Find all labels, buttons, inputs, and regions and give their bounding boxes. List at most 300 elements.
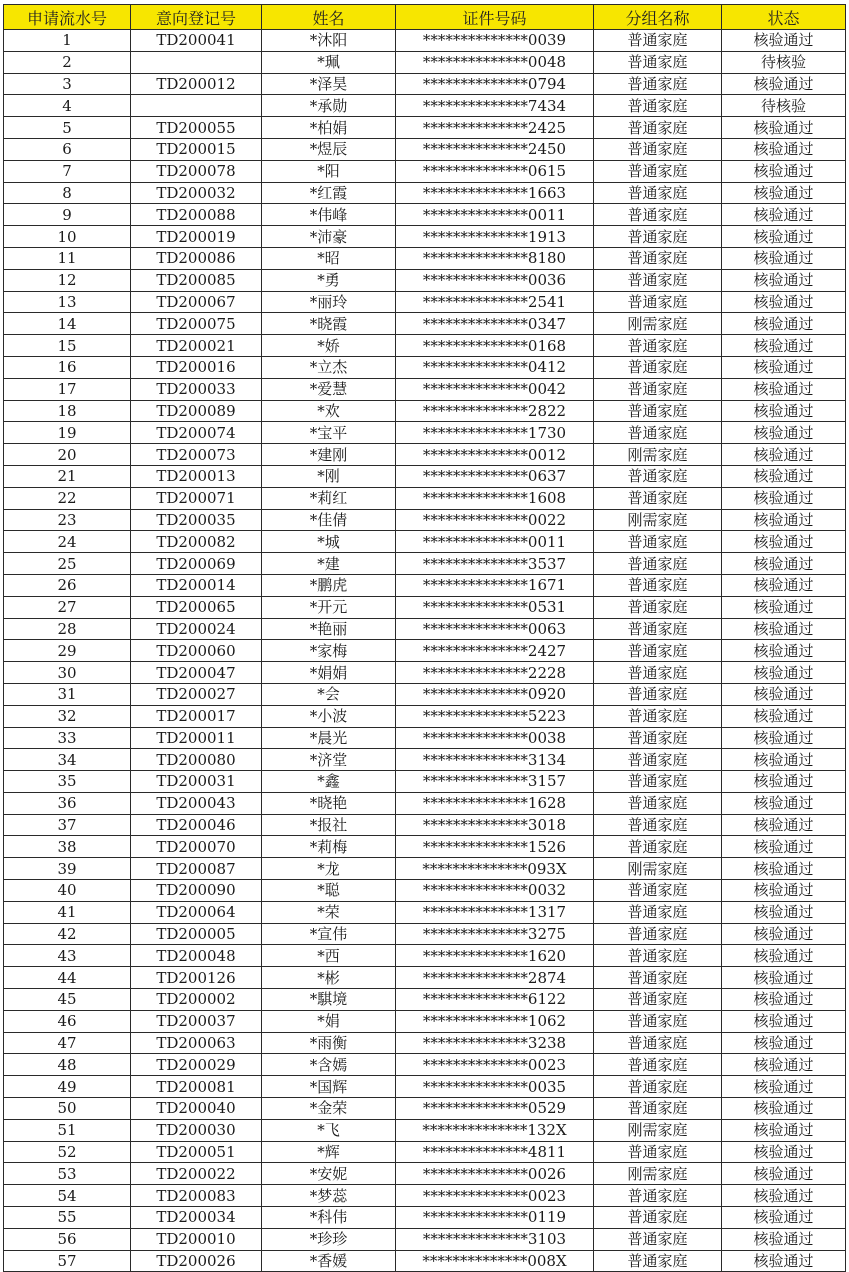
cell-serial-number: 55 bbox=[4, 1207, 131, 1229]
cell-status: 核验通过 bbox=[722, 400, 846, 422]
table-row bbox=[4, 269, 846, 291]
cell-serial-number: 2 bbox=[4, 51, 131, 73]
cell-group-name: 普通家庭 bbox=[594, 335, 722, 357]
table-row bbox=[4, 945, 846, 967]
cell-name: *立杰 bbox=[262, 356, 396, 378]
cell-group-name: 普通家庭 bbox=[594, 989, 722, 1011]
cell-intent-registration-number: TD200070 bbox=[131, 836, 262, 858]
cell-name: *梦蕊 bbox=[262, 1185, 396, 1207]
cell-id-number: **************2822 bbox=[396, 400, 594, 422]
cell-status: 核验通过 bbox=[722, 792, 846, 814]
cell-group-name: 普通家庭 bbox=[594, 771, 722, 793]
cell-status: 核验通过 bbox=[722, 1163, 846, 1185]
table-row bbox=[4, 1098, 846, 1120]
table-row bbox=[4, 182, 846, 204]
cell-group-name: 刚需家庭 bbox=[594, 1119, 722, 1141]
cell-id-number: **************0615 bbox=[396, 160, 594, 182]
header-group-name: 分组名称 bbox=[594, 5, 722, 30]
table-row bbox=[4, 117, 846, 139]
cell-group-name: 普通家庭 bbox=[594, 487, 722, 509]
cell-name: *科伟 bbox=[262, 1207, 396, 1229]
cell-id-number: **************3537 bbox=[396, 553, 594, 575]
cell-group-name: 普通家庭 bbox=[594, 1010, 722, 1032]
cell-group-name: 普通家庭 bbox=[594, 117, 722, 139]
cell-name: *昭 bbox=[262, 247, 396, 269]
cell-name: *勇 bbox=[262, 269, 396, 291]
cell-id-number: **************6122 bbox=[396, 989, 594, 1011]
cell-serial-number: 3 bbox=[4, 73, 131, 95]
cell-group-name: 普通家庭 bbox=[594, 749, 722, 771]
cell-id-number: **************0023 bbox=[396, 1185, 594, 1207]
table-row bbox=[4, 771, 846, 793]
cell-id-number: **************2425 bbox=[396, 117, 594, 139]
cell-group-name: 普通家庭 bbox=[594, 138, 722, 160]
cell-id-number: **************0011 bbox=[396, 204, 594, 226]
cell-intent-registration-number: TD200063 bbox=[131, 1032, 262, 1054]
cell-status: 核验通过 bbox=[722, 531, 846, 553]
cell-intent-registration-number: TD200012 bbox=[131, 73, 262, 95]
cell-id-number: **************0036 bbox=[396, 269, 594, 291]
cell-intent-registration-number: TD200019 bbox=[131, 226, 262, 248]
cell-status: 核验通过 bbox=[722, 313, 846, 335]
cell-id-number: **************0794 bbox=[396, 73, 594, 95]
table-row bbox=[4, 51, 846, 73]
cell-intent-registration-number: TD200081 bbox=[131, 1076, 262, 1098]
cell-name: *莉红 bbox=[262, 487, 396, 509]
cell-group-name: 普通家庭 bbox=[594, 269, 722, 291]
cell-id-number: **************0032 bbox=[396, 880, 594, 902]
cell-id-number: **************0529 bbox=[396, 1098, 594, 1120]
cell-intent-registration-number: TD200060 bbox=[131, 640, 262, 662]
cell-status: 核验通过 bbox=[722, 138, 846, 160]
cell-id-number: **************1620 bbox=[396, 945, 594, 967]
cell-group-name: 普通家庭 bbox=[594, 226, 722, 248]
cell-name: *彬 bbox=[262, 967, 396, 989]
cell-name: *伟峰 bbox=[262, 204, 396, 226]
cell-id-number: **************0035 bbox=[396, 1076, 594, 1098]
cell-status: 核验通过 bbox=[722, 1141, 846, 1163]
cell-serial-number: 53 bbox=[4, 1163, 131, 1185]
cell-serial-number: 48 bbox=[4, 1054, 131, 1076]
cell-group-name: 普通家庭 bbox=[594, 727, 722, 749]
cell-intent-registration-number: TD200048 bbox=[131, 945, 262, 967]
cell-name: *沐阳 bbox=[262, 30, 396, 52]
cell-serial-number: 22 bbox=[4, 487, 131, 509]
header-intent-registration-number: 意向登记号 bbox=[131, 5, 262, 30]
table-row bbox=[4, 1032, 846, 1054]
cell-serial-number: 43 bbox=[4, 945, 131, 967]
cell-group-name: 普通家庭 bbox=[594, 901, 722, 923]
table-row bbox=[4, 880, 846, 902]
cell-id-number: **************7434 bbox=[396, 95, 594, 117]
table-row bbox=[4, 313, 846, 335]
cell-group-name: 普通家庭 bbox=[594, 356, 722, 378]
cell-serial-number: 15 bbox=[4, 335, 131, 357]
cell-name: *沛豪 bbox=[262, 226, 396, 248]
cell-group-name: 普通家庭 bbox=[594, 1076, 722, 1098]
cell-name: *宣伟 bbox=[262, 923, 396, 945]
cell-serial-number: 45 bbox=[4, 989, 131, 1011]
table-row bbox=[4, 574, 846, 596]
cell-serial-number: 50 bbox=[4, 1098, 131, 1120]
cell-group-name: 普通家庭 bbox=[594, 204, 722, 226]
cell-id-number: **************1671 bbox=[396, 574, 594, 596]
cell-serial-number: 18 bbox=[4, 400, 131, 422]
table-row bbox=[4, 95, 846, 117]
spreadsheet bbox=[3, 4, 846, 1272]
header-row bbox=[4, 5, 846, 30]
cell-id-number: **************0119 bbox=[396, 1207, 594, 1229]
cell-id-number: **************2541 bbox=[396, 291, 594, 313]
cell-group-name: 普通家庭 bbox=[594, 378, 722, 400]
cell-status: 核验通过 bbox=[722, 291, 846, 313]
cell-serial-number: 35 bbox=[4, 771, 131, 793]
table-row bbox=[4, 73, 846, 95]
table-row bbox=[4, 792, 846, 814]
cell-serial-number: 38 bbox=[4, 836, 131, 858]
table-row bbox=[4, 683, 846, 705]
cell-name: *宝平 bbox=[262, 422, 396, 444]
cell-name: *国辉 bbox=[262, 1076, 396, 1098]
cell-name: *晨光 bbox=[262, 727, 396, 749]
cell-intent-registration-number: TD200085 bbox=[131, 269, 262, 291]
table-row bbox=[4, 596, 846, 618]
cell-name: *金荣 bbox=[262, 1098, 396, 1120]
cell-name: *阳 bbox=[262, 160, 396, 182]
cell-serial-number: 40 bbox=[4, 880, 131, 902]
cell-status: 核验通过 bbox=[722, 335, 846, 357]
cell-intent-registration-number: TD200043 bbox=[131, 792, 262, 814]
cell-status: 核验通过 bbox=[722, 880, 846, 902]
table-row bbox=[4, 356, 846, 378]
table-row bbox=[4, 291, 846, 313]
cell-id-number: **************0063 bbox=[396, 618, 594, 640]
cell-group-name: 普通家庭 bbox=[594, 662, 722, 684]
cell-id-number: **************0038 bbox=[396, 727, 594, 749]
cell-intent-registration-number: TD200029 bbox=[131, 1054, 262, 1076]
cell-group-name: 普通家庭 bbox=[594, 160, 722, 182]
table-row bbox=[4, 1163, 846, 1185]
cell-serial-number: 32 bbox=[4, 705, 131, 727]
cell-status: 核验通过 bbox=[722, 945, 846, 967]
table-row bbox=[4, 400, 846, 422]
cell-group-name: 普通家庭 bbox=[594, 1098, 722, 1120]
cell-name: *香媛 bbox=[262, 1250, 396, 1272]
table-row bbox=[4, 1010, 846, 1032]
cell-intent-registration-number: TD200010 bbox=[131, 1228, 262, 1250]
cell-group-name: 普通家庭 bbox=[594, 1141, 722, 1163]
cell-intent-registration-number: TD200002 bbox=[131, 989, 262, 1011]
cell-serial-number: 20 bbox=[4, 444, 131, 466]
table-row bbox=[4, 727, 846, 749]
cell-name: *刚 bbox=[262, 465, 396, 487]
cell-serial-number: 26 bbox=[4, 574, 131, 596]
cell-group-name: 刚需家庭 bbox=[594, 313, 722, 335]
cell-intent-registration-number: TD200016 bbox=[131, 356, 262, 378]
cell-status: 核验通过 bbox=[722, 509, 846, 531]
cell-group-name: 普通家庭 bbox=[594, 531, 722, 553]
cell-serial-number: 17 bbox=[4, 378, 131, 400]
cell-group-name: 普通家庭 bbox=[594, 1207, 722, 1229]
cell-id-number: **************1730 bbox=[396, 422, 594, 444]
cell-id-number: **************093X bbox=[396, 858, 594, 880]
table-row bbox=[4, 705, 846, 727]
cell-group-name: 普通家庭 bbox=[594, 1228, 722, 1250]
cell-status: 待核验 bbox=[722, 51, 846, 73]
cell-serial-number: 7 bbox=[4, 160, 131, 182]
cell-status: 核验通过 bbox=[722, 160, 846, 182]
cell-id-number: **************0026 bbox=[396, 1163, 594, 1185]
header-status: 状态 bbox=[722, 5, 846, 30]
cell-name: *飞 bbox=[262, 1119, 396, 1141]
cell-name: *西 bbox=[262, 945, 396, 967]
cell-name: *承勋 bbox=[262, 95, 396, 117]
cell-id-number: **************0347 bbox=[396, 313, 594, 335]
cell-status: 核验通过 bbox=[722, 923, 846, 945]
cell-status: 核验通过 bbox=[722, 814, 846, 836]
cell-intent-registration-number: TD200064 bbox=[131, 901, 262, 923]
cell-name: *报社 bbox=[262, 814, 396, 836]
cell-name: *鹏虎 bbox=[262, 574, 396, 596]
cell-name: *含嫣 bbox=[262, 1054, 396, 1076]
cell-name: *开元 bbox=[262, 596, 396, 618]
cell-id-number: **************1628 bbox=[396, 792, 594, 814]
cell-serial-number: 25 bbox=[4, 553, 131, 575]
cell-id-number: **************1663 bbox=[396, 182, 594, 204]
cell-intent-registration-number: TD200030 bbox=[131, 1119, 262, 1141]
cell-group-name: 普通家庭 bbox=[594, 923, 722, 945]
cell-id-number: **************0637 bbox=[396, 465, 594, 487]
cell-intent-registration-number: TD200032 bbox=[131, 182, 262, 204]
table-row bbox=[4, 553, 846, 575]
cell-name: *晓艳 bbox=[262, 792, 396, 814]
cell-status: 核验通过 bbox=[722, 683, 846, 705]
table-row bbox=[4, 989, 846, 1011]
cell-name: *家梅 bbox=[262, 640, 396, 662]
cell-name: *龙 bbox=[262, 858, 396, 880]
cell-serial-number: 1 bbox=[4, 30, 131, 52]
table-row bbox=[4, 487, 846, 509]
cell-group-name: 普通家庭 bbox=[594, 291, 722, 313]
table-row bbox=[4, 204, 846, 226]
cell-intent-registration-number: TD200013 bbox=[131, 465, 262, 487]
table-row bbox=[4, 814, 846, 836]
cell-intent-registration-number: TD200047 bbox=[131, 662, 262, 684]
cell-serial-number: 8 bbox=[4, 182, 131, 204]
cell-name: *騏境 bbox=[262, 989, 396, 1011]
cell-name: *建刚 bbox=[262, 444, 396, 466]
cell-id-number: **************4811 bbox=[396, 1141, 594, 1163]
table-row bbox=[4, 967, 846, 989]
cell-status: 核验通过 bbox=[722, 662, 846, 684]
cell-status: 待核验 bbox=[722, 95, 846, 117]
cell-status: 核验通过 bbox=[722, 640, 846, 662]
cell-serial-number: 16 bbox=[4, 356, 131, 378]
cell-serial-number: 34 bbox=[4, 749, 131, 771]
cell-serial-number: 12 bbox=[4, 269, 131, 291]
cell-group-name: 普通家庭 bbox=[594, 1054, 722, 1076]
cell-status: 核验通过 bbox=[722, 596, 846, 618]
cell-intent-registration-number: TD200071 bbox=[131, 487, 262, 509]
cell-intent-registration-number: TD200074 bbox=[131, 422, 262, 444]
cell-serial-number: 52 bbox=[4, 1141, 131, 1163]
cell-intent-registration-number: TD200069 bbox=[131, 553, 262, 575]
cell-serial-number: 5 bbox=[4, 117, 131, 139]
cell-group-name: 普通家庭 bbox=[594, 574, 722, 596]
cell-intent-registration-number: TD200065 bbox=[131, 596, 262, 618]
table-row bbox=[4, 901, 846, 923]
cell-group-name: 普通家庭 bbox=[594, 836, 722, 858]
cell-intent-registration-number: TD200026 bbox=[131, 1250, 262, 1272]
header-name: 姓名 bbox=[262, 5, 396, 30]
cell-serial-number: 9 bbox=[4, 204, 131, 226]
cell-intent-registration-number bbox=[131, 51, 262, 73]
cell-group-name: 普通家庭 bbox=[594, 596, 722, 618]
cell-intent-registration-number: TD200037 bbox=[131, 1010, 262, 1032]
table-row bbox=[4, 1054, 846, 1076]
cell-status: 核验通过 bbox=[722, 1119, 846, 1141]
table-row bbox=[4, 662, 846, 684]
cell-intent-registration-number: TD200073 bbox=[131, 444, 262, 466]
cell-status: 核验通过 bbox=[722, 269, 846, 291]
header-serial-number: 申请流水号 bbox=[4, 5, 131, 30]
cell-intent-registration-number: TD200075 bbox=[131, 313, 262, 335]
cell-group-name: 普通家庭 bbox=[594, 814, 722, 836]
cell-serial-number: 14 bbox=[4, 313, 131, 335]
cell-intent-registration-number: TD200027 bbox=[131, 683, 262, 705]
cell-group-name: 普通家庭 bbox=[594, 618, 722, 640]
cell-intent-registration-number: TD200033 bbox=[131, 378, 262, 400]
cell-group-name: 刚需家庭 bbox=[594, 509, 722, 531]
cell-name: *煜辰 bbox=[262, 138, 396, 160]
cell-status: 核验通过 bbox=[722, 771, 846, 793]
cell-id-number: **************0920 bbox=[396, 683, 594, 705]
cell-id-number: **************008X bbox=[396, 1250, 594, 1272]
cell-serial-number: 44 bbox=[4, 967, 131, 989]
cell-serial-number: 29 bbox=[4, 640, 131, 662]
cell-status: 核验通过 bbox=[722, 1010, 846, 1032]
cell-name: *雨衡 bbox=[262, 1032, 396, 1054]
cell-serial-number: 51 bbox=[4, 1119, 131, 1141]
cell-group-name: 普通家庭 bbox=[594, 51, 722, 73]
cell-status: 核验通过 bbox=[722, 117, 846, 139]
cell-status: 核验通过 bbox=[722, 422, 846, 444]
table-row bbox=[4, 465, 846, 487]
cell-serial-number: 11 bbox=[4, 247, 131, 269]
cell-group-name: 普通家庭 bbox=[594, 422, 722, 444]
cell-intent-registration-number: TD200083 bbox=[131, 1185, 262, 1207]
table-row bbox=[4, 618, 846, 640]
cell-group-name: 普通家庭 bbox=[594, 945, 722, 967]
cell-id-number: **************0048 bbox=[396, 51, 594, 73]
cell-intent-registration-number: TD200035 bbox=[131, 509, 262, 531]
table-row bbox=[4, 1250, 846, 1272]
cell-status: 核验通过 bbox=[722, 247, 846, 269]
cell-group-name: 普通家庭 bbox=[594, 967, 722, 989]
table-row bbox=[4, 923, 846, 945]
table-row bbox=[4, 1185, 846, 1207]
cell-status: 核验通过 bbox=[722, 574, 846, 596]
cell-serial-number: 36 bbox=[4, 792, 131, 814]
cell-id-number: **************1062 bbox=[396, 1010, 594, 1032]
cell-status: 核验通过 bbox=[722, 444, 846, 466]
table-row bbox=[4, 1076, 846, 1098]
cell-intent-registration-number bbox=[131, 95, 262, 117]
table-row bbox=[4, 335, 846, 357]
cell-group-name: 普通家庭 bbox=[594, 792, 722, 814]
cell-status: 核验通过 bbox=[722, 1185, 846, 1207]
table-row bbox=[4, 247, 846, 269]
cell-status: 核验通过 bbox=[722, 705, 846, 727]
cell-intent-registration-number: TD200089 bbox=[131, 400, 262, 422]
table-row bbox=[4, 531, 846, 553]
cell-name: *会 bbox=[262, 683, 396, 705]
cell-status: 核验通过 bbox=[722, 226, 846, 248]
cell-status: 核验通过 bbox=[722, 487, 846, 509]
cell-intent-registration-number: TD200017 bbox=[131, 705, 262, 727]
cell-name: *艳丽 bbox=[262, 618, 396, 640]
cell-group-name: 普通家庭 bbox=[594, 73, 722, 95]
cell-serial-number: 28 bbox=[4, 618, 131, 640]
cell-intent-registration-number: TD200087 bbox=[131, 858, 262, 880]
table-row bbox=[4, 1228, 846, 1250]
cell-serial-number: 41 bbox=[4, 901, 131, 923]
cell-group-name: 刚需家庭 bbox=[594, 444, 722, 466]
cell-group-name: 刚需家庭 bbox=[594, 858, 722, 880]
cell-serial-number: 49 bbox=[4, 1076, 131, 1098]
cell-serial-number: 13 bbox=[4, 291, 131, 313]
cell-name: *珍珍 bbox=[262, 1228, 396, 1250]
cell-intent-registration-number: TD200024 bbox=[131, 618, 262, 640]
cell-id-number: **************2874 bbox=[396, 967, 594, 989]
cell-id-number: **************2427 bbox=[396, 640, 594, 662]
table-row bbox=[4, 444, 846, 466]
table-body bbox=[4, 30, 846, 1272]
cell-intent-registration-number: TD200014 bbox=[131, 574, 262, 596]
cell-intent-registration-number: TD200022 bbox=[131, 1163, 262, 1185]
table-row bbox=[4, 138, 846, 160]
cell-intent-registration-number: TD200078 bbox=[131, 160, 262, 182]
table-row bbox=[4, 226, 846, 248]
cell-id-number: **************0011 bbox=[396, 531, 594, 553]
cell-name: *佳倩 bbox=[262, 509, 396, 531]
cell-group-name: 普通家庭 bbox=[594, 247, 722, 269]
cell-intent-registration-number: TD200034 bbox=[131, 1207, 262, 1229]
cell-intent-registration-number: TD200046 bbox=[131, 814, 262, 836]
cell-name: *小波 bbox=[262, 705, 396, 727]
cell-group-name: 普通家庭 bbox=[594, 182, 722, 204]
cell-serial-number: 47 bbox=[4, 1032, 131, 1054]
table-row bbox=[4, 640, 846, 662]
cell-group-name: 普通家庭 bbox=[594, 705, 722, 727]
table-row bbox=[4, 836, 846, 858]
cell-status: 核验通过 bbox=[722, 1228, 846, 1250]
cell-serial-number: 23 bbox=[4, 509, 131, 531]
cell-id-number: **************2228 bbox=[396, 662, 594, 684]
cell-group-name: 普通家庭 bbox=[594, 553, 722, 575]
cell-serial-number: 19 bbox=[4, 422, 131, 444]
cell-name: *济堂 bbox=[262, 749, 396, 771]
cell-name: *爱慧 bbox=[262, 378, 396, 400]
cell-name: *红霞 bbox=[262, 182, 396, 204]
cell-status: 核验通过 bbox=[722, 30, 846, 52]
cell-intent-registration-number: TD200126 bbox=[131, 967, 262, 989]
cell-status: 核验通过 bbox=[722, 749, 846, 771]
cell-serial-number: 10 bbox=[4, 226, 131, 248]
cell-serial-number: 4 bbox=[4, 95, 131, 117]
cell-id-number: **************1317 bbox=[396, 901, 594, 923]
cell-group-name: 普通家庭 bbox=[594, 880, 722, 902]
